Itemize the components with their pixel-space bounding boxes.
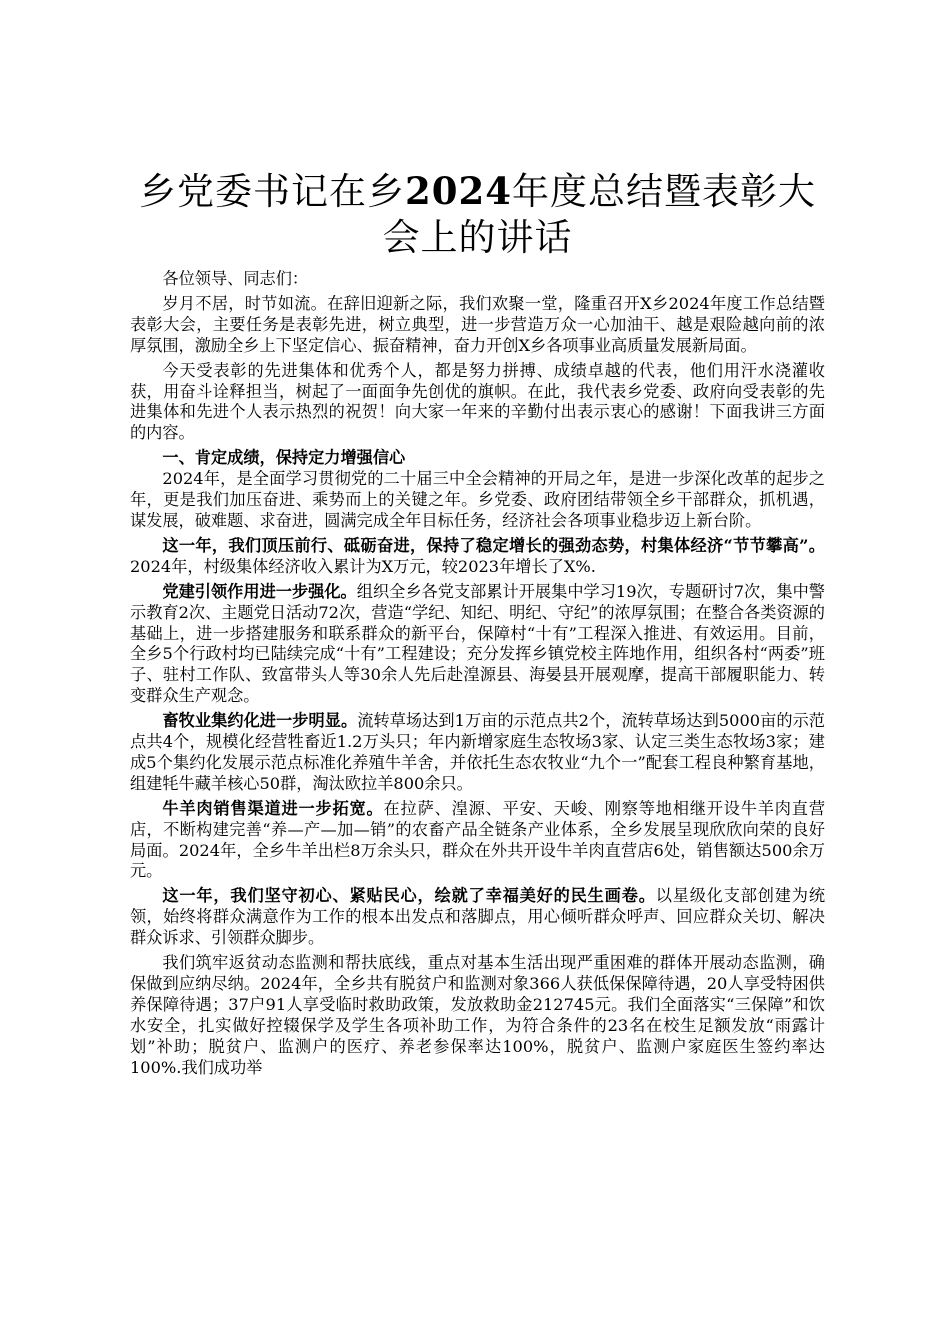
paragraph-lead: 畜牧业集约化进一步明显。 [162,711,358,731]
section1-paragraph-6 [130,886,825,949]
paragraph-text: 在拉萨、湟源、平安、天峻、刚察等地相继开设牛羊肉直营店，不断构建完善“养—产—加—销”的农畜产品全链条产业体系，全乡发展呈现欣欣向荣的良好局面。2024年，全乡牛羊出栏8万余头只，群众在外共开设牛羊肉直营店6处，销售额达500余万元。 [130,798,826,881]
section1-paragraph-1: 2024年，是全面学习贯彻党的二十届三中全会精神的开局之年，是进一步深化改革的起步之年，更是我们加压奋进、乘势而上的关键之年。乡党委、政府团结带领全乡干部群众，抓机遇，谋发展，破难题、求奋进，圆满完成全年目标任务，经济社会各项事业稳步迈上新台阶。 [130,469,825,530]
section1-paragraph-5 [130,799,825,883]
paragraph-lead: 这一年，我们坚守初心、紧贴民心，绘就了幸福美好的民生画卷。 [162,886,656,906]
document-title [130,168,825,261]
document-body [130,269,825,1079]
paragraph-text: 组织全乡各党支部累计开展集中学习19次，专题研讨7次，集中警示教育2次、主题党日活动72次，营造“学纪、知纪、明纪、守纪”的浓厚氛围；在整合各类资源的基础上，进一步搭建服务和联系群众的新平台，保障村“十有”工程深入推进、有效运用。目前，全乡5个行政村均已陆续完成“十有”工程建设；充分发挥乡镇党校主阵地作用，组织各村“两委”班子、驻村工作队、致富带头人等30余人先后赴湟源县、海晏县开展观摩，提高干部履职能力、转变群众生产观念。 [130,581,825,706]
paragraph-text: 流转草场达到1万亩的示范点共2个，流转草场达到5000亩的示范点共4个，规模化经营牲畜近1.2万头只；年内新增家庭生态牧场3家、认定三类生态牧场3家；建成5个集约化发展示范点标准化养殖牛羊舍，并依托生态农牧业“九个一”配套工程良种繁育基地，组建牦牛藏羊核心50群，淘汰欧拉羊800余只。 [130,711,825,793]
intro-paragraph-2: 今天受表彰的先进集体和优秀个人，都是努力拼搏、成绩卓越的代表，他们用汗水浇灌收获，用奋斗诠释担当，树起了一面面争先创优的旗帜。在此，我代表乡党委、政府向受表彰的先进集体和先进个人表示热烈的祝贺！向大家一年来的辛勤付出表示衷心的感谢！下面我讲三方面的内容。 [130,360,825,443]
salutation: 各位领导、同志们： [162,269,309,288]
paragraph-lead: 牛羊肉销售渠道进一步拓宽。 [162,798,384,818]
section1-paragraph-2 [130,536,825,578]
section1-paragraph-7: 我们筑牢返贫动态监测和帮扶底线，重点对基本生活出现严重困难的群体开展动态监测，确保做到应纳尽纳。2024年，全乡共有脱贫户和监测对象366人获低保保障待遇，20人享受特困供养保障待遇；37户91人享受临时救助政策，发放救助金212745元。我们全面落实“三保障”和饮水安全，扎实做好控辍保学及学生各项补助工作，为符合条件的23名在校生足额发放“雨露计划”补助；脱贫户、监测户的医疗、养老参保率达100%，脱贫户、监测户家庭医生签约率达100%.我们成功举 [130,953,825,1077]
paragraph-lead: 这一年，我们顶压前行、砥砺奋进，保持了稳定增长的强劲态势，村集体经济“节节攀高”。 [162,535,825,555]
paragraph-text: 2024年，村级集体经济收入累计为X万元，较2023年增长了X%. [130,556,596,576]
paragraph-text: 以星级化支部创建为统领，始终将群众满意作为工作的根本出发点和落脚点，用心倾听群众呼声、回应群众关切、解决群众诉求、引领群众脚步。 [130,886,826,948]
title-part-1: 乡党委书记在乡 [139,170,405,213]
paragraph-lead: 党建引领作用进一步强化。 [162,581,357,601]
title-part-2: 年度总结暨表彰大会上的讲话 [382,170,816,259]
section1-paragraph-3 [130,582,825,707]
intro-paragraph-1: 岁月不居，时节如流。在辞旧迎新之际，我们欢聚一堂，隆重召开X乡2024年度工作总结暨表彰大会，主要任务是表彰先进，树立典型，进一步营造万众一心加油干、越是艰险越向前的浓厚氛围，激励全乡上下坚定信心、振奋精神，奋力开创X乡各项事业高质量发展新局面。 [130,293,825,355]
title-year: 2024 [405,169,512,213]
section-heading-1: 一、肯定成绩，保持定力增强信心 [162,448,406,468]
section1-paragraph-4 [130,711,825,795]
document-page [130,168,825,1083]
